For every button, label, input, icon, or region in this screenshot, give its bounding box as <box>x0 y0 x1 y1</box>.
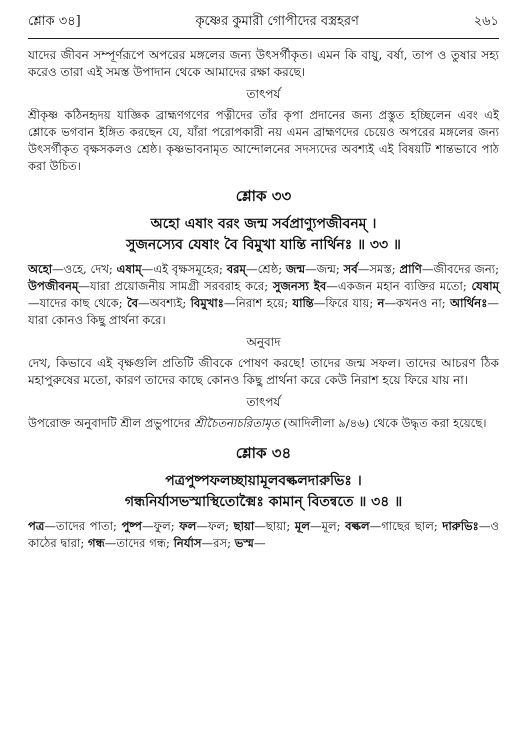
synonym-entry: বল্কল—গাছের ছাল; <box>345 519 438 533</box>
synonym-entry: বরম্—শ্রেষ্ঠ; <box>226 262 283 276</box>
synonym-entry: অহো—ওহে, দেখ; <box>28 262 113 276</box>
verse-33-heading: শ্লোক ৩৩ <box>235 187 292 205</box>
verse-33-line-1: অহো এষাং বরং জন্ম সর্বপ্রাণ্যুপজীবনম্ । <box>150 216 377 232</box>
verse-33-synonyms <box>28 261 499 329</box>
synonym-entry: দারুভিঃ—ও কাঠের দ্বারা; <box>28 519 499 550</box>
purport-heading-2: তাৎপর্য <box>246 395 281 409</box>
book-title: শ্রীচৈতন্যচরিতামৃত <box>194 416 280 430</box>
header-verse-ref: শ্লোক ৩৪] <box>28 14 81 29</box>
synonym-entry: ভস্ম— <box>234 536 266 550</box>
page-header <box>28 12 499 33</box>
synonym-entry: বৈ—অবশ্যই; <box>126 296 187 310</box>
verse-34-line-1: পত্রপুষ্পফলচ্ছায়ামূলবল্কলদারুভিঃ । <box>165 473 362 489</box>
synonym-entry: বিমুখাঃ—নিরাশ হয়ে; <box>190 296 289 310</box>
synonym-entry: এষাম্—এই বৃক্ষসমূহের; <box>116 262 223 276</box>
header-page-number: ২৬১ <box>473 14 499 29</box>
synonym-entry: জন্ম—জন্ম; <box>286 262 340 276</box>
synonym-entry: মূল—মূল; <box>294 519 341 533</box>
synonym-entry: পুষ্প—ফুল; <box>121 519 175 533</box>
synonym-entry: যেষাম্—যাদের কাছ থেকে; <box>28 279 500 310</box>
synonym-entry: যান্তি—ফিরে যায়; <box>292 296 374 310</box>
translation-text: দেখ, কিভাবে এই বৃক্ষগুলি প্রতিটি জীবকে পোষণ করছে! তাদের জন্ম সফল। তাদের আচরণ ঠিক মহাপুরুষের মতো, কারণ তাদের কাছে কোনও কিছু প্রার্থনা করে কেউ নিরাশ হয়ে ফিরে যায় না। <box>28 356 499 387</box>
purport-text-2: উপরোক্ত অনুবাদটি শ্রীল প্রভুপাদের শ্রীচৈতন্যচরিতামৃত (আদিলীলা ৯/৪৬) থেকে উদ্ধৃত করা হয়েছে। <box>28 416 487 430</box>
synonym-entry: সুজনস্য ইব—একজন মহান ব্যক্তির মতো; <box>272 279 467 293</box>
synonym-entry: ছায়া—ছায়া; <box>233 519 291 533</box>
synonym-entry: পত্র—তাদের পাতা; <box>28 519 117 533</box>
translation-heading: অনুবাদ <box>246 335 281 349</box>
synonym-entry: আর্থিনঃ—যারা কোনও কিছু প্রার্থনা করে। <box>28 296 499 327</box>
verse-33-line-2: সুজনস্যেব যেষাং বৈ বিমুখা যান্তি নার্থিনঃ ॥ ৩৩ ॥ <box>126 237 401 253</box>
synonym-entry: ফল—ফল; <box>179 519 230 533</box>
synonym-entry: সর্ব—সমস্ত; <box>343 262 396 276</box>
header-chapter-title: কৃষ্ণের কুমারী গোপীদের বস্ত্রহরণ <box>195 14 359 29</box>
verse-34-line-2: গন্ধনির্যাসভস্মাস্থিতোক্মৈঃ কামান্ বিতন্বতে ॥ ৩৪ ॥ <box>124 494 403 510</box>
synonym-entry: প্রাণি—জীবদের জন্য; <box>399 262 500 276</box>
synonym-entry: গন্ধ—তাদের গন্ধ; <box>87 536 170 550</box>
purport-heading-1: তাৎপর্য <box>246 87 281 101</box>
synonym-entry: নির্যাস—রস; <box>173 536 232 550</box>
verse-34-heading: শ্লোক ৩৪ <box>235 444 292 462</box>
purport-text-1: শ্রীকৃষ্ণ কঠিনহৃদয় যাজ্ঞিক ব্রাহ্মণগণের পত্নীদের তাঁর কৃপা প্রদানের জন্য প্রস্তুত হচ্ছিলেন এবং এই শ্লোকে ভগবান ইঙ্গিত করছেন যে, যাঁরা পরোপকারী নয় এমন ব্রাহ্মণদের চেয়েও অপরের মঙ্গলের জন্য উৎসর্গীকৃত বৃক্ষসকলও শ্রেষ্ঠ। কৃষ্ণভাবনামৃত আন্দোলনের সদস্যদের অবশ্যই এই বিষয়টি শান্তভাবে পাঠ করা উচিত। <box>28 108 499 173</box>
synonym-entry: ন—কখনও না; <box>377 296 446 310</box>
header-rule <box>28 38 499 39</box>
verse-34-synonyms <box>28 518 499 552</box>
synonym-entry: উপজীবনম্—যারা প্রয়োজনীয় সামগ্রী সরবরাহ করে; <box>28 279 269 293</box>
intro-paragraph: যাদের জীবন সম্পূর্ণরূপে অপরের মঙ্গলের জন্য উৎসর্গীকৃত। এমন কি বায়ু, বর্ষা, তাপ ও তুষার সহ্য করেও তারা এই সমস্ত উপাদান থেকে আমাদের রক্ষা করছে। <box>28 48 499 79</box>
